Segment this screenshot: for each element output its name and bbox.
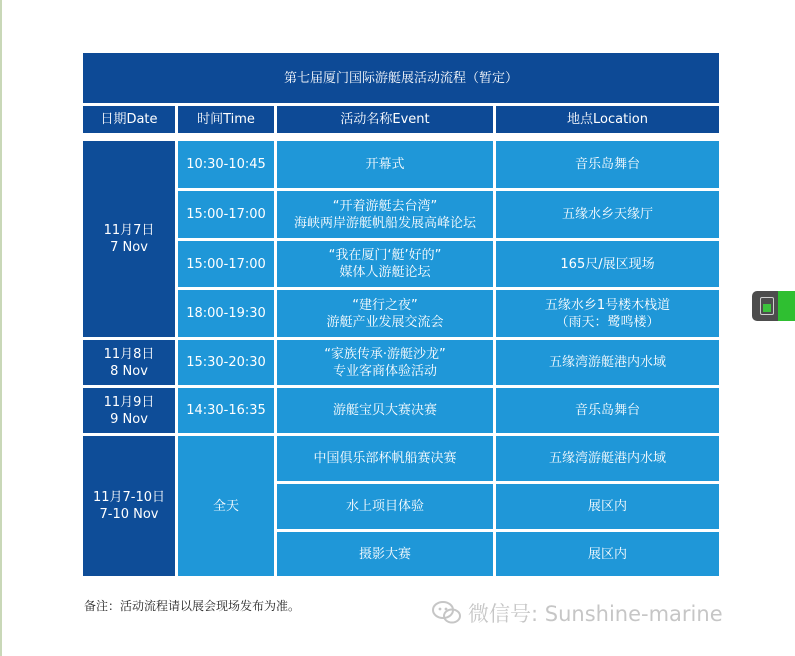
location-cell <box>495 339 721 387</box>
date-cell <box>82 339 177 387</box>
time-cell: 10:30-10:45 <box>177 140 276 190</box>
location-cell: 五缘湾游艇港内水域 <box>495 435 721 483</box>
date-cell <box>82 140 177 339</box>
watermark <box>432 598 723 628</box>
header-location: 地点Location <box>495 105 721 135</box>
time-cell: 14:30-16:35 <box>177 387 276 435</box>
location-cell: 展区内 <box>495 483 721 531</box>
event-line: 海峡两岸游艇帆船发展高峰论坛 <box>293 215 476 231</box>
watermark-text: 微信号: Sunshine-marine <box>468 602 723 626</box>
battery-level <box>763 304 771 312</box>
table-row <box>82 387 721 435</box>
footnote: 备注：活动流程请以展会现场发布为准。 <box>84 599 301 613</box>
time-cell: 18:00-19:30 <box>177 289 276 339</box>
location-cell <box>495 190 721 240</box>
location-cell <box>495 289 721 339</box>
table-title: 第七届厦门国际游艇展活动流程（暂定） <box>82 52 721 105</box>
event-line: “建行之夜” <box>352 297 418 313</box>
battery-icon <box>760 297 774 315</box>
event-line: 专业客商体验活动 <box>332 363 437 379</box>
location-cell <box>495 140 721 190</box>
date-cn: 11月7日 <box>103 223 155 238</box>
event-cell: 摄影大赛 <box>276 531 495 578</box>
event-line: “家族传承·游艇沙龙” <box>324 346 446 362</box>
event-line: “开着游艇去台湾” <box>332 198 438 214</box>
date-cell <box>82 387 177 435</box>
table-row <box>82 289 721 339</box>
date-cell <box>82 435 177 578</box>
date-en: 7 Nov <box>110 240 148 255</box>
location-cell <box>495 387 721 435</box>
table-row <box>82 140 721 190</box>
date-en: 8 Nov <box>110 363 148 379</box>
event-cell <box>276 289 495 339</box>
location-line: 165尺/展区现场 <box>560 256 655 272</box>
event-line: “我在厦门‘艇’好的” <box>328 248 442 263</box>
date-cn: 11月9日 <box>103 394 155 410</box>
time-cell: 15:00-17:00 <box>177 190 276 240</box>
side-tab-accent <box>778 291 795 321</box>
location-line: 音乐岛舞台 <box>575 403 641 418</box>
location-line: 五缘水乡1号楼木栈道 <box>544 297 671 313</box>
date-en: 9 Nov <box>110 411 148 427</box>
left-border <box>0 0 2 656</box>
event-cell: 中国俱乐部杯帆船赛决赛 <box>276 435 495 483</box>
date-cn: 11月7-10日 <box>92 490 166 505</box>
header-event: 活动名称Event <box>276 105 495 135</box>
location-cell <box>495 240 721 289</box>
date-en: 7-10 Nov <box>99 507 159 522</box>
event-cell <box>276 240 495 289</box>
table-row <box>82 240 721 289</box>
header-date: 日期Date <box>82 105 177 135</box>
event-cell <box>276 387 495 435</box>
time-cell: 全天 <box>177 435 276 578</box>
event-line: 媒体人游艇论坛 <box>339 265 431 280</box>
title-row <box>82 52 721 105</box>
event-line: 游艇产业发展交流会 <box>326 314 444 330</box>
location-cell: 展区内 <box>495 531 721 578</box>
location-line: 音乐岛舞台 <box>575 157 641 172</box>
time-cell: 15:30-20:30 <box>177 339 276 387</box>
location-line: （雨天：鹭鸣楼） <box>555 314 660 330</box>
header-time: 时间Time <box>177 105 276 135</box>
event-line: 游艇宝贝大赛决赛 <box>332 403 437 418</box>
event-line: 开幕式 <box>365 157 405 172</box>
table-row <box>82 190 721 240</box>
table-row <box>82 435 721 483</box>
event-cell <box>276 190 495 240</box>
location-line: 五缘湾游艇港内水域 <box>549 355 667 370</box>
location-line: 五缘水乡天缘厅 <box>562 207 654 222</box>
event-cell <box>276 339 495 387</box>
header-row <box>82 105 721 135</box>
table-row <box>82 339 721 387</box>
event-cell: 水上项目体验 <box>276 483 495 531</box>
wechat-icon <box>432 600 462 626</box>
date-cn: 11月8日 <box>103 346 155 362</box>
event-cell <box>276 140 495 190</box>
time-cell: 15:00-17:00 <box>177 240 276 289</box>
schedule-table <box>80 50 722 579</box>
side-battery-tab[interactable] <box>752 291 795 321</box>
